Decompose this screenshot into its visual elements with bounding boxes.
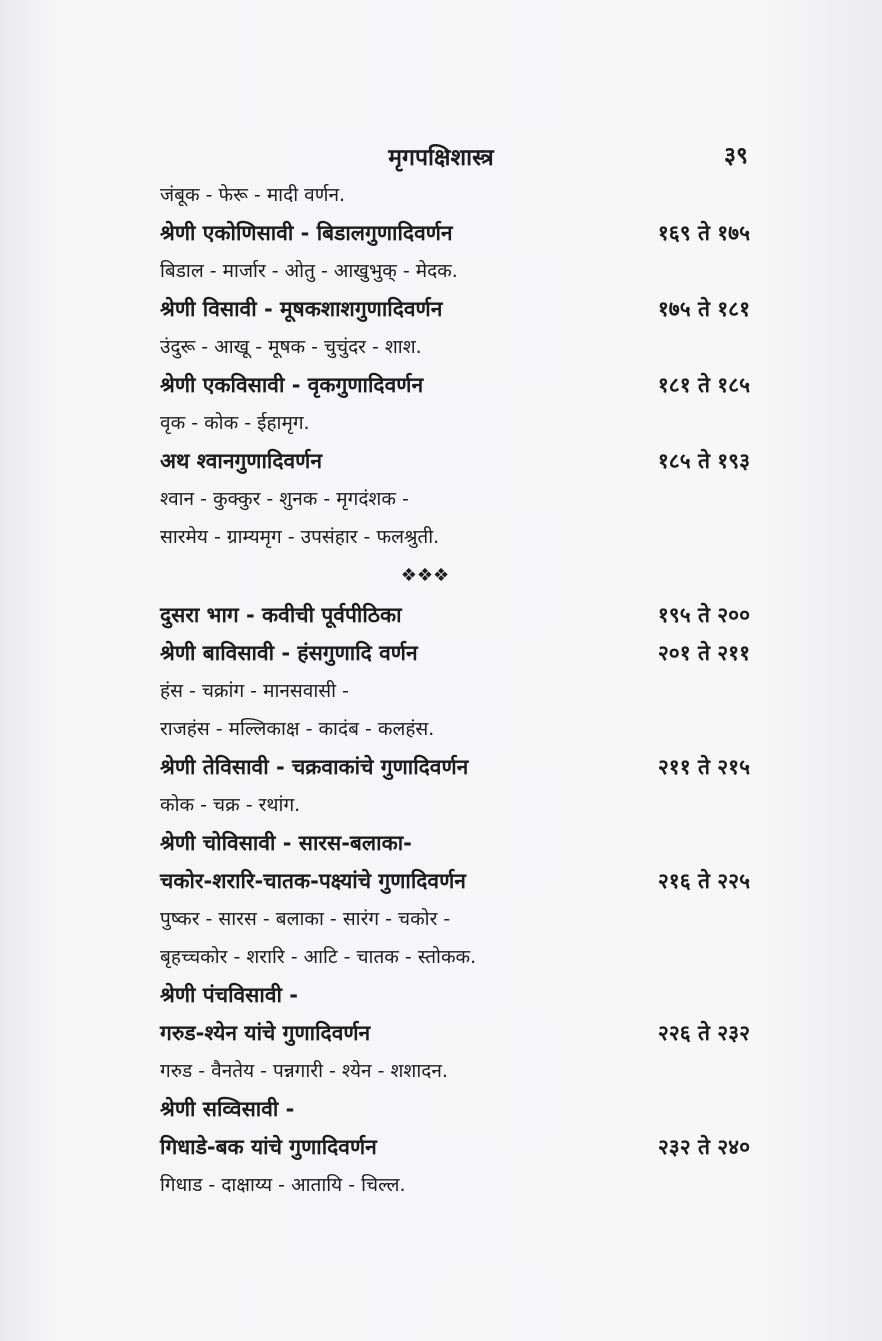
toc-entry-text: जंबूक - फेरू - मादी वर्णन. xyxy=(160,184,346,206)
toc-entry-text: सारमेय - ग्राम्यमृग - उपसंहार - फलश्रुती. xyxy=(160,526,440,548)
toc-chapter-entry xyxy=(160,748,750,786)
toc-chapter-entry xyxy=(160,824,750,862)
toc-entry-text: गरुड-श्येन यांचे गुणादिवर्णन xyxy=(160,1021,371,1045)
toc-entry-text: उंदुरू - आखू - मूषक - चुचुंदर - शाश. xyxy=(160,336,422,358)
toc-page-range: १८१ ते १८५ xyxy=(657,373,750,397)
toc-subject-list xyxy=(160,786,750,824)
toc-entry-text: राजहंस - मल्लिकाक्ष - कादंब - कलहंस. xyxy=(160,718,435,740)
toc-entry-text: श्रेणी सव्विसावी - xyxy=(160,1097,295,1121)
toc-subject-list xyxy=(160,176,750,214)
toc-entry-text: वृक - कोक - ईहामृग. xyxy=(160,412,310,434)
toc-entry-text: पुष्कर - सारस - बलाका - सारंग - चकोर - xyxy=(160,908,451,930)
toc-chapter-entry xyxy=(160,1128,750,1166)
toc-subject-list xyxy=(160,710,750,748)
toc-subject-list xyxy=(160,938,750,976)
toc-page-range: २११ ते २१५ xyxy=(657,755,750,779)
toc-page-range: २३२ ते २४० xyxy=(657,1135,750,1159)
toc-entry-text: बिडाल - मार्जार - ओतु - आखुभुक् - मेदक. xyxy=(160,260,458,282)
toc-entry-text: श्रेणी पंचविसावी - xyxy=(160,983,298,1007)
toc-entry-text: श्रेणी एकविसावी - वृकगुणादिवर्णन xyxy=(160,373,424,397)
toc-entry-text: गिधाडे-बक यांचे गुणादिवर्णन xyxy=(160,1135,377,1159)
toc-page-range: १७५ ते १८१ xyxy=(657,297,750,321)
toc-entry-text: गिधाड - दाक्षाय्य - आतायि - चिल्ल. xyxy=(160,1174,406,1196)
toc-subject-list xyxy=(160,518,750,556)
toc-chapter-entry xyxy=(160,366,750,404)
toc-entry-text: श्रेणी तेविसावी - चक्रवाकांचे गुणादिवर्णन xyxy=(160,755,469,779)
toc-entry-text: श्रेणी एकोणिसावी - बिडालगुणादिवर्णन xyxy=(160,221,453,245)
toc-entry-text: बृहच्चकोर - शरारि - आटि - चातक - स्तोकक. xyxy=(160,946,477,968)
toc-chapter-entry xyxy=(160,596,750,634)
toc-chapter-entry xyxy=(160,976,750,1014)
toc-entry-text: गरुड - वैनतेय - पन्नगारी - श्येन - शशादन. xyxy=(160,1060,448,1082)
toc-chapter-entry xyxy=(160,1090,750,1128)
toc-page-range: १८५ ते १९३ xyxy=(657,449,750,473)
toc-entry-text: अथ श्वानगुणादिवर्णन xyxy=(160,449,323,473)
toc-entry-text: श्रेणी चोविसावी - सारस-बलाका- xyxy=(160,831,412,855)
toc-chapter-entry xyxy=(160,290,750,328)
toc-subject-list xyxy=(160,328,750,366)
toc-chapter-entry xyxy=(160,634,750,672)
toc-subject-list xyxy=(160,1052,750,1090)
toc-entry-text: श्रेणी बाविसावी - हंसगुणादि वर्णन xyxy=(160,641,418,665)
toc-chapter-entry xyxy=(160,442,750,480)
toc-subject-list xyxy=(160,480,750,518)
running-header-title: मृगपक्षिशास्त्र xyxy=(388,144,494,171)
toc-subject-list xyxy=(160,1166,750,1204)
toc-subject-list xyxy=(160,900,750,938)
toc-page-range: १६९ ते १७५ xyxy=(657,221,750,245)
toc-page-range: २१६ ते २२५ xyxy=(657,869,750,893)
toc-page-range: २२६ ते २३२ xyxy=(657,1021,750,1045)
toc-page-range: १९५ ते २०० xyxy=(657,603,750,627)
toc-entry-text: श्वान - कुक्कुर - शुनक - मृगदंशक - xyxy=(160,488,409,510)
toc-entry-text: चकोर-शरारि-चातक-पक्ष्यांचे गुणादिवर्णन xyxy=(160,869,466,893)
toc-subject-list xyxy=(160,404,750,442)
toc-chapter-entry xyxy=(160,214,750,252)
toc-entry-text: हंस - चक्रांग - मानसवासी - xyxy=(160,680,349,702)
toc-chapter-entry xyxy=(160,862,750,900)
toc-entry-text: श्रेणी विसावी - मूषकशाशगुणादिवर्णन xyxy=(160,297,443,321)
toc-page-range: २०१ ते २११ xyxy=(657,641,750,665)
toc-subject-list xyxy=(160,252,750,290)
page-number: ३९ xyxy=(724,142,748,169)
toc-entry-text: कोक - चक्र - रथांग. xyxy=(160,794,301,816)
section-ornament: ❖❖❖ xyxy=(400,565,450,586)
toc-subject-list xyxy=(160,672,750,710)
toc-chapter-entry xyxy=(160,1014,750,1052)
toc-entry-text: दुसरा भाग - कवीची पूर्वपीठिका xyxy=(160,603,402,627)
table-of-contents xyxy=(160,176,750,1204)
